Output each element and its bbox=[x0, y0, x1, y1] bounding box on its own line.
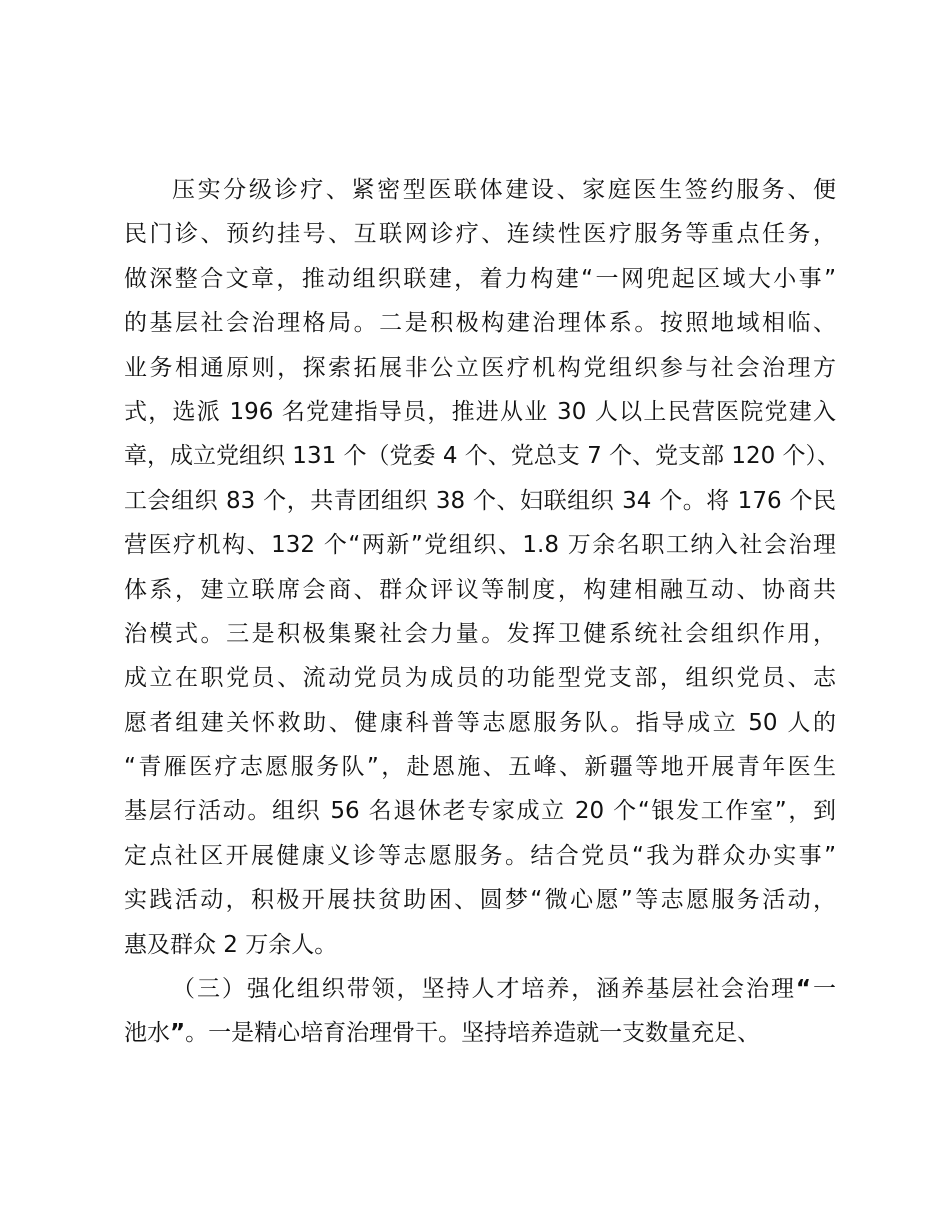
heading-quote-close: ” bbox=[170, 1020, 186, 1047]
heading-text: 一 bbox=[811, 976, 837, 1003]
paragraph-line: 体系，建立联席会商、群众评议等制度，构建相融互动、协商共 bbox=[124, 576, 836, 603]
paragraph-line: 定点社区开展健康义诊等志愿服务。结合党员“我为群众办实事” bbox=[124, 842, 836, 869]
paragraph-line: 惠及群众 2 万余人。 bbox=[124, 931, 338, 958]
heading-text: 池水 bbox=[124, 1020, 170, 1047]
heading-text: （三）强化组织带领，坚持人才培养，涵养基层社会治理 bbox=[172, 976, 796, 1003]
paragraph-text: 。一是精心培育治理骨干。坚持培养造就一支数量充足、 bbox=[185, 1020, 761, 1047]
paragraph-line: 实践活动，积极开展扶贫助困、圆梦“微心愿”等志愿服务活动， bbox=[124, 887, 836, 914]
heading-quote-open: “ bbox=[795, 976, 812, 1003]
paragraph-line: 民门诊、预约挂号、互联网诊疗、连续性医疗服务等重点任务， bbox=[124, 221, 836, 248]
paragraph-line: 式，选派 196 名党建指导员，推进从业 30 人以上民营医院党建入 bbox=[124, 398, 836, 425]
section-heading-line bbox=[124, 1011, 836, 1055]
paragraph-line: 压实分级诊疗、紧密型医联体建设、家庭医生签约服务、便 bbox=[172, 177, 836, 203]
paragraph-line: “青雁医疗志愿服务队”，赴恩施、五峰、新疆等地开展青年医生 bbox=[124, 754, 836, 781]
section-heading-line bbox=[124, 967, 836, 1011]
paragraph-line: 章，成立党组织 131 个（党委 4 个、党总支 7 个、党支部 120 个）、 bbox=[124, 443, 841, 470]
paragraph-line: 营医疗机构、132 个“两新”党组织、1.8 万余名职工纳入社会治理 bbox=[124, 532, 836, 559]
paragraph-line: 治模式。三是积极集聚社会力量。发挥卫健系统社会组织作用， bbox=[124, 620, 836, 647]
body-text bbox=[124, 168, 841, 1056]
paragraph-line: 业务相通原则，探索拓展非公立医疗机构党组织参与社会治理方 bbox=[124, 354, 836, 381]
paragraph-line: 的基层社会治理格局。二是积极构建治理体系。按照地域相临、 bbox=[124, 310, 836, 337]
paragraph-line: 基层行活动。组织 56 名退休老专家成立 20 个“银发工作室”，到 bbox=[124, 798, 836, 825]
paragraph-line: 工会组织 83 个，共青团组织 38 个、妇联组织 34 个。将 176 个民 bbox=[124, 487, 836, 514]
paragraph-line: 成立在职党员、流动党员为成员的功能型党支部，组织党员、志 bbox=[124, 665, 836, 692]
paragraph-line: 做深整合文章，推动组织联建，着力构建“一网兜起区域大小事” bbox=[124, 265, 836, 292]
paragraph-line: 愿者组建关怀救助、健康科普等志愿服务队。指导成立 50 人的 bbox=[124, 709, 836, 736]
